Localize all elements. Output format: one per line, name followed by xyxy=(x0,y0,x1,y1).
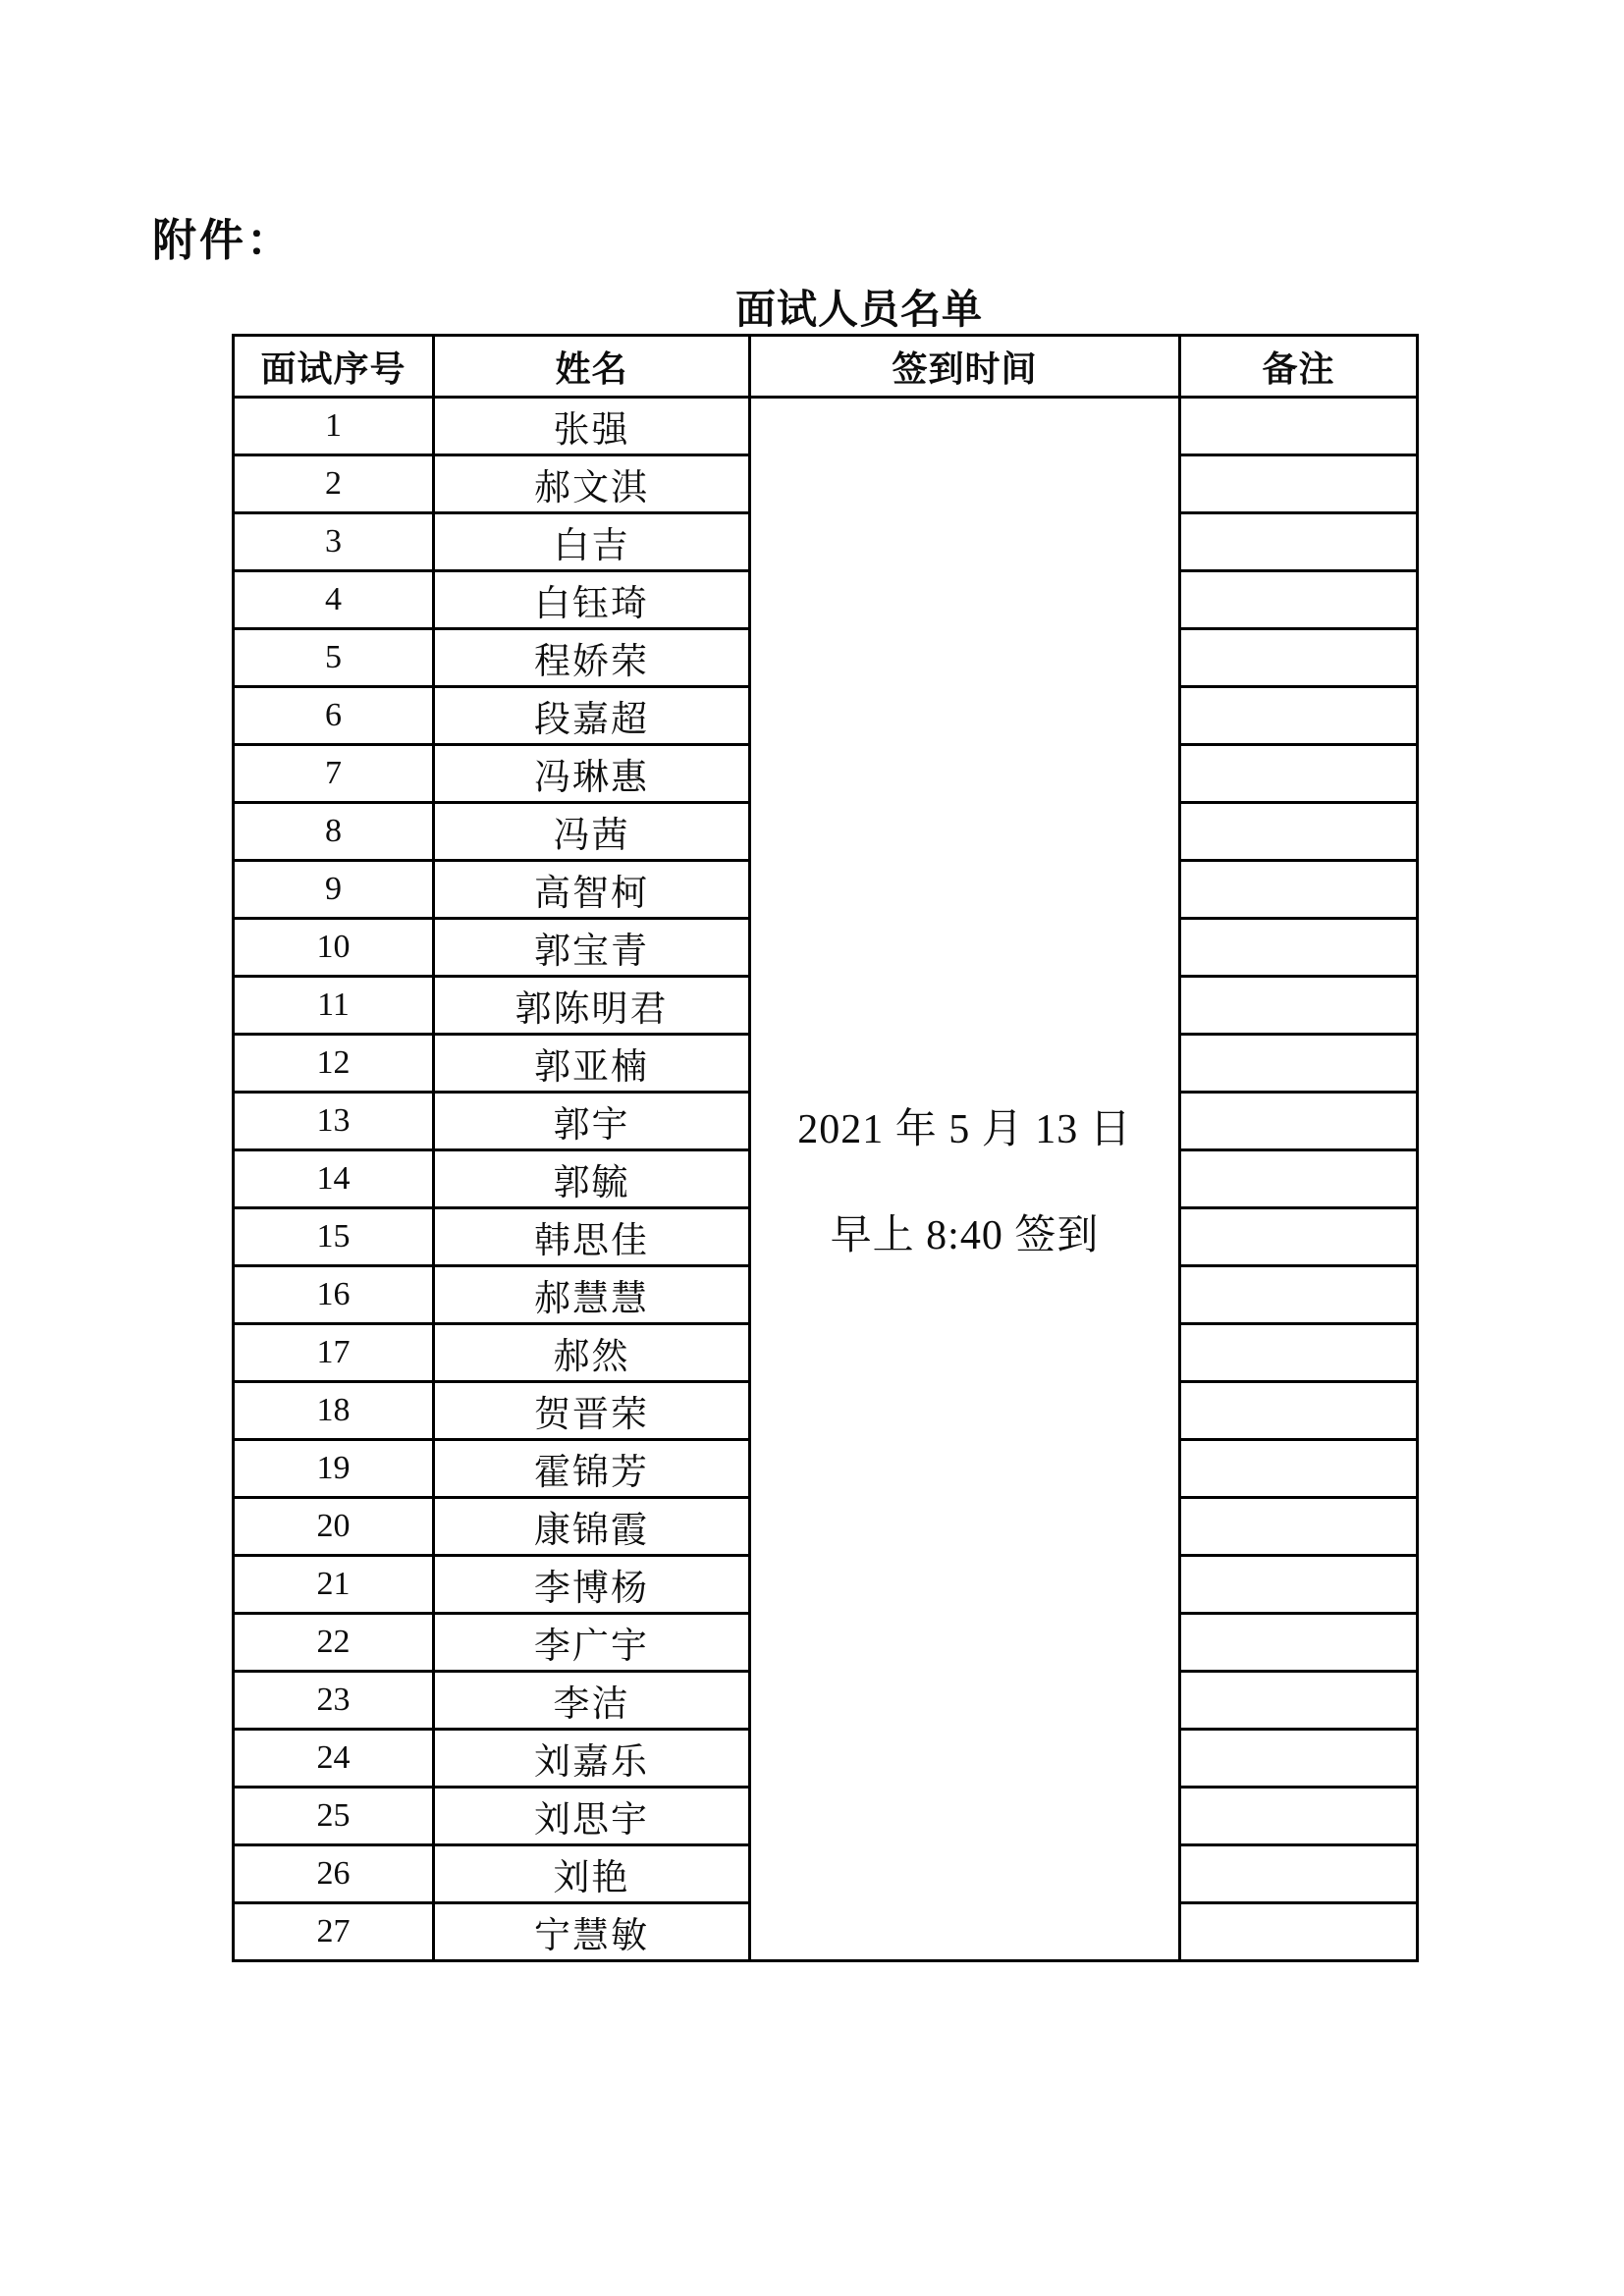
candidate-name-cell: 李博杨 xyxy=(434,1556,750,1614)
candidate-name-cell: 刘嘉乐 xyxy=(434,1730,750,1788)
interview-number-cell: 14 xyxy=(234,1150,434,1208)
interview-number-cell: 6 xyxy=(234,687,434,745)
candidate-name-cell: 冯琳惠 xyxy=(434,745,750,803)
candidate-name-cell: 郝然 xyxy=(434,1324,750,1382)
candidate-name-cell: 张强 xyxy=(434,398,750,455)
remark-cell xyxy=(1180,919,1418,977)
interview-number-cell: 2 xyxy=(234,455,434,513)
table-header-row xyxy=(234,336,1418,398)
candidate-name-cell: 霍锦芳 xyxy=(434,1440,750,1498)
interview-number-cell: 23 xyxy=(234,1672,434,1730)
header-interview-number: 面试序号 xyxy=(234,336,434,398)
interview-number-cell: 3 xyxy=(234,513,434,571)
remark-cell xyxy=(1180,1266,1418,1324)
interview-number-cell: 5 xyxy=(234,629,434,687)
candidate-name-cell: 刘艳 xyxy=(434,1845,750,1903)
header-remark: 备注 xyxy=(1180,336,1418,398)
remark-cell xyxy=(1180,1730,1418,1788)
remark-cell xyxy=(1180,571,1418,629)
interview-number-cell: 12 xyxy=(234,1035,434,1093)
interview-number-cell: 19 xyxy=(234,1440,434,1498)
interview-number-cell: 9 xyxy=(234,861,434,919)
remark-cell xyxy=(1180,1788,1418,1845)
interview-number-cell: 1 xyxy=(234,398,434,455)
interview-number-cell: 21 xyxy=(234,1556,434,1614)
candidate-name-cell: 白钰琦 xyxy=(434,571,750,629)
remark-cell xyxy=(1180,513,1418,571)
remark-cell xyxy=(1180,861,1418,919)
remark-cell xyxy=(1180,629,1418,687)
remark-cell xyxy=(1180,1903,1418,1961)
interview-number-cell: 17 xyxy=(234,1324,434,1382)
candidate-name-cell: 郭宝青 xyxy=(434,919,750,977)
remark-cell xyxy=(1180,745,1418,803)
remark-cell xyxy=(1180,1208,1418,1266)
checkin-time-cell xyxy=(750,398,1180,1961)
remark-cell xyxy=(1180,977,1418,1035)
interview-number-cell: 4 xyxy=(234,571,434,629)
candidate-name-cell: 白吉 xyxy=(434,513,750,571)
candidate-name-cell: 段嘉超 xyxy=(434,687,750,745)
candidate-name-cell: 郝文淇 xyxy=(434,455,750,513)
remark-cell xyxy=(1180,1035,1418,1093)
interview-number-cell: 20 xyxy=(234,1498,434,1556)
remark-cell xyxy=(1180,687,1418,745)
interview-number-cell: 13 xyxy=(234,1093,434,1150)
remark-cell xyxy=(1180,1845,1418,1903)
interview-number-cell: 8 xyxy=(234,803,434,861)
candidate-name-cell: 郭亚楠 xyxy=(434,1035,750,1093)
remark-cell xyxy=(1180,1672,1418,1730)
candidate-name-cell: 韩思佳 xyxy=(434,1208,750,1266)
remark-cell xyxy=(1180,1382,1418,1440)
interview-number-cell: 25 xyxy=(234,1788,434,1845)
candidate-name-cell: 郝慧慧 xyxy=(434,1266,750,1324)
candidate-name-cell: 李洁 xyxy=(434,1672,750,1730)
interview-number-cell: 15 xyxy=(234,1208,434,1266)
interview-number-cell: 18 xyxy=(234,1382,434,1440)
interview-number-cell: 22 xyxy=(234,1614,434,1672)
remark-cell xyxy=(1180,1324,1418,1382)
candidate-name-cell: 康锦霞 xyxy=(434,1498,750,1556)
interview-number-cell: 27 xyxy=(234,1903,434,1961)
interview-number-cell: 16 xyxy=(234,1266,434,1324)
remark-cell xyxy=(1180,398,1418,455)
remark-cell xyxy=(1180,1498,1418,1556)
interview-roster-table xyxy=(232,334,1419,1962)
interview-number-cell: 24 xyxy=(234,1730,434,1788)
candidate-name-cell: 李广宇 xyxy=(434,1614,750,1672)
header-name: 姓名 xyxy=(434,336,750,398)
candidate-name-cell: 程娇荣 xyxy=(434,629,750,687)
table-row xyxy=(234,398,1418,455)
page-title: 面试人员名单 xyxy=(735,287,983,332)
candidate-name-cell: 郭陈明君 xyxy=(434,977,750,1035)
candidate-name-cell: 刘思宇 xyxy=(434,1788,750,1845)
remark-cell xyxy=(1180,1093,1418,1150)
candidate-name-cell: 冯茜 xyxy=(434,803,750,861)
interview-number-cell: 7 xyxy=(234,745,434,803)
candidate-name-cell: 郭宇 xyxy=(434,1093,750,1150)
interview-number-cell: 11 xyxy=(234,977,434,1035)
attachment-label: 附件： xyxy=(152,216,295,265)
checkin-instruction-text: 早上 8:40 签到 xyxy=(830,1213,1100,1258)
remark-cell xyxy=(1180,803,1418,861)
remark-cell xyxy=(1180,455,1418,513)
candidate-name-cell: 高智柯 xyxy=(434,861,750,919)
interview-number-cell: 26 xyxy=(234,1845,434,1903)
candidate-name-cell: 贺晋荣 xyxy=(434,1382,750,1440)
remark-cell xyxy=(1180,1150,1418,1208)
header-checkin-time: 签到时间 xyxy=(750,336,1180,398)
remark-cell xyxy=(1180,1556,1418,1614)
remark-cell xyxy=(1180,1614,1418,1672)
candidate-name-cell: 郭毓 xyxy=(434,1150,750,1208)
interview-number-cell: 10 xyxy=(234,919,434,977)
remark-cell xyxy=(1180,1440,1418,1498)
checkin-date-text: 2021 年 5 月 13 日 xyxy=(797,1107,1132,1152)
candidate-name-cell: 宁慧敏 xyxy=(434,1903,750,1961)
